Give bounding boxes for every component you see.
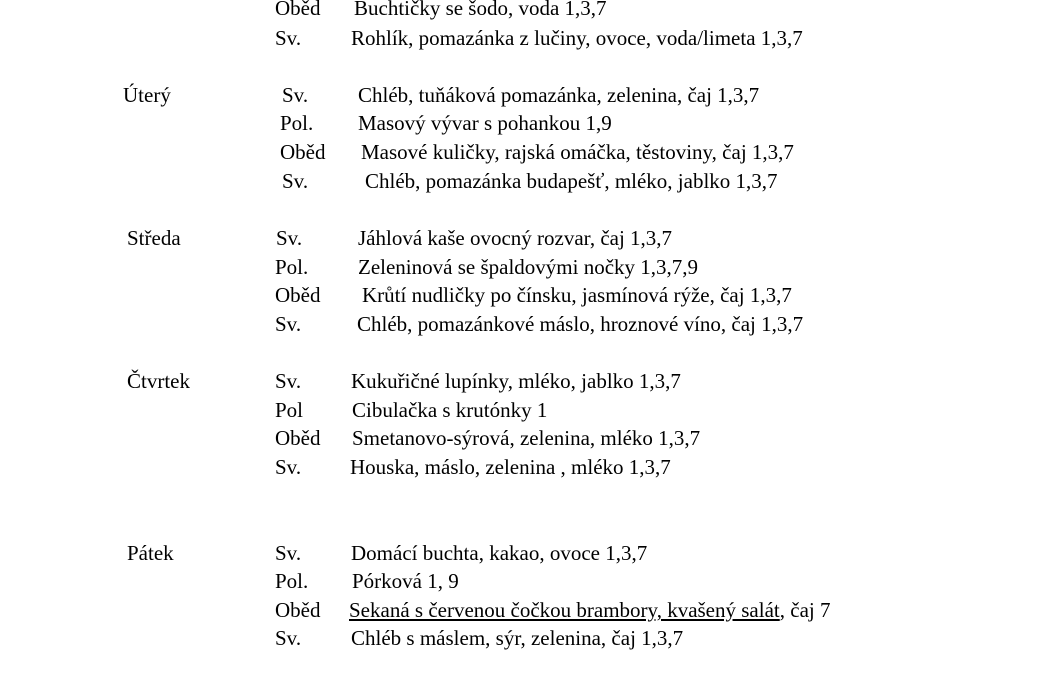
dish-text: Masové kuličky, rajská omáčka, těstoviny, čaj 1,3,7 (361, 140, 794, 164)
meal-label: Pol. (280, 111, 314, 135)
dish-text: Jáhlová kaše ovocný rozvar, čaj 1,3,7 (358, 226, 673, 250)
meal-label: Oběd (275, 0, 321, 20)
meal-label: Oběd (275, 598, 321, 622)
dish-text: Zeleninová se špaldovými nočky 1,3,7,9 (358, 255, 699, 279)
dish-text-rest: , čaj 7 (779, 598, 831, 622)
dish-text: Chléb s máslem, sýr, zelenina, čaj 1,3,7 (351, 626, 684, 650)
dish-text: Masový vývar s pohankou 1,9 (358, 111, 612, 135)
dish-text: Domácí buchta, kakao, ovoce 1,3,7 (351, 541, 648, 565)
dish-text: Buchtičky se šodo, voda 1,3,7 (354, 0, 607, 20)
meal-label: Oběd (275, 283, 321, 307)
meal-label: Pol. (275, 255, 309, 279)
meal-label: Sv. (282, 169, 309, 193)
dish-text: Smetanovo-sýrová, zelenina, mléko 1,3,7 (352, 426, 701, 450)
dish-text: Rohlík, pomazánka z lučiny, ovoce, voda/limeta 1,3,7 (351, 26, 803, 50)
meal-label: Sv. (275, 455, 302, 479)
meal-label: Sv. (282, 83, 309, 107)
meal-label: Sv. (275, 312, 302, 336)
dish-text: Pórková 1, 9 (352, 569, 459, 593)
meal-label: Sv. (275, 369, 302, 393)
dish-text (349, 600, 830, 621)
meal-label: Sv. (275, 26, 302, 50)
dish-text: Cibulačka s krutónky 1 (352, 398, 548, 422)
dish-text: Chléb, pomazánkové máslo, hroznové víno, čaj 1,3,7 (357, 312, 804, 336)
meal-label: Pol. (275, 569, 309, 593)
dish-text-underlined: Sekaná s červenou čočkou brambory, kvašený salát (349, 598, 780, 622)
meal-label: Pol (275, 398, 304, 422)
meal-label: Oběd (275, 426, 321, 450)
dish-text: Krůtí nudličky po čínsku, jasmínová rýže, čaj 1,3,7 (362, 283, 792, 307)
meal-label: Sv. (275, 541, 302, 565)
day-label-tuesday: Úterý (123, 83, 171, 107)
day-label-thursday: Čtvrtek (127, 369, 190, 393)
meal-label: Sv. (276, 226, 303, 250)
day-label-wednesday: Středa (127, 226, 181, 250)
meal-label: Sv. (275, 626, 302, 650)
dish-text: Kukuřičné lupínky, mléko, jablko 1,3,7 (351, 369, 681, 393)
dish-text: Chléb, tuňáková pomazánka, zelenina, čaj 1,3,7 (358, 83, 760, 107)
dish-text: Houska, máslo, zelenina , mléko 1,3,7 (350, 455, 671, 479)
meal-label: Oběd (280, 140, 326, 164)
dish-text: Chléb, pomazánka budapešť, mléko, jablko 1,3,7 (365, 169, 778, 193)
day-label-friday: Pátek (127, 541, 174, 565)
